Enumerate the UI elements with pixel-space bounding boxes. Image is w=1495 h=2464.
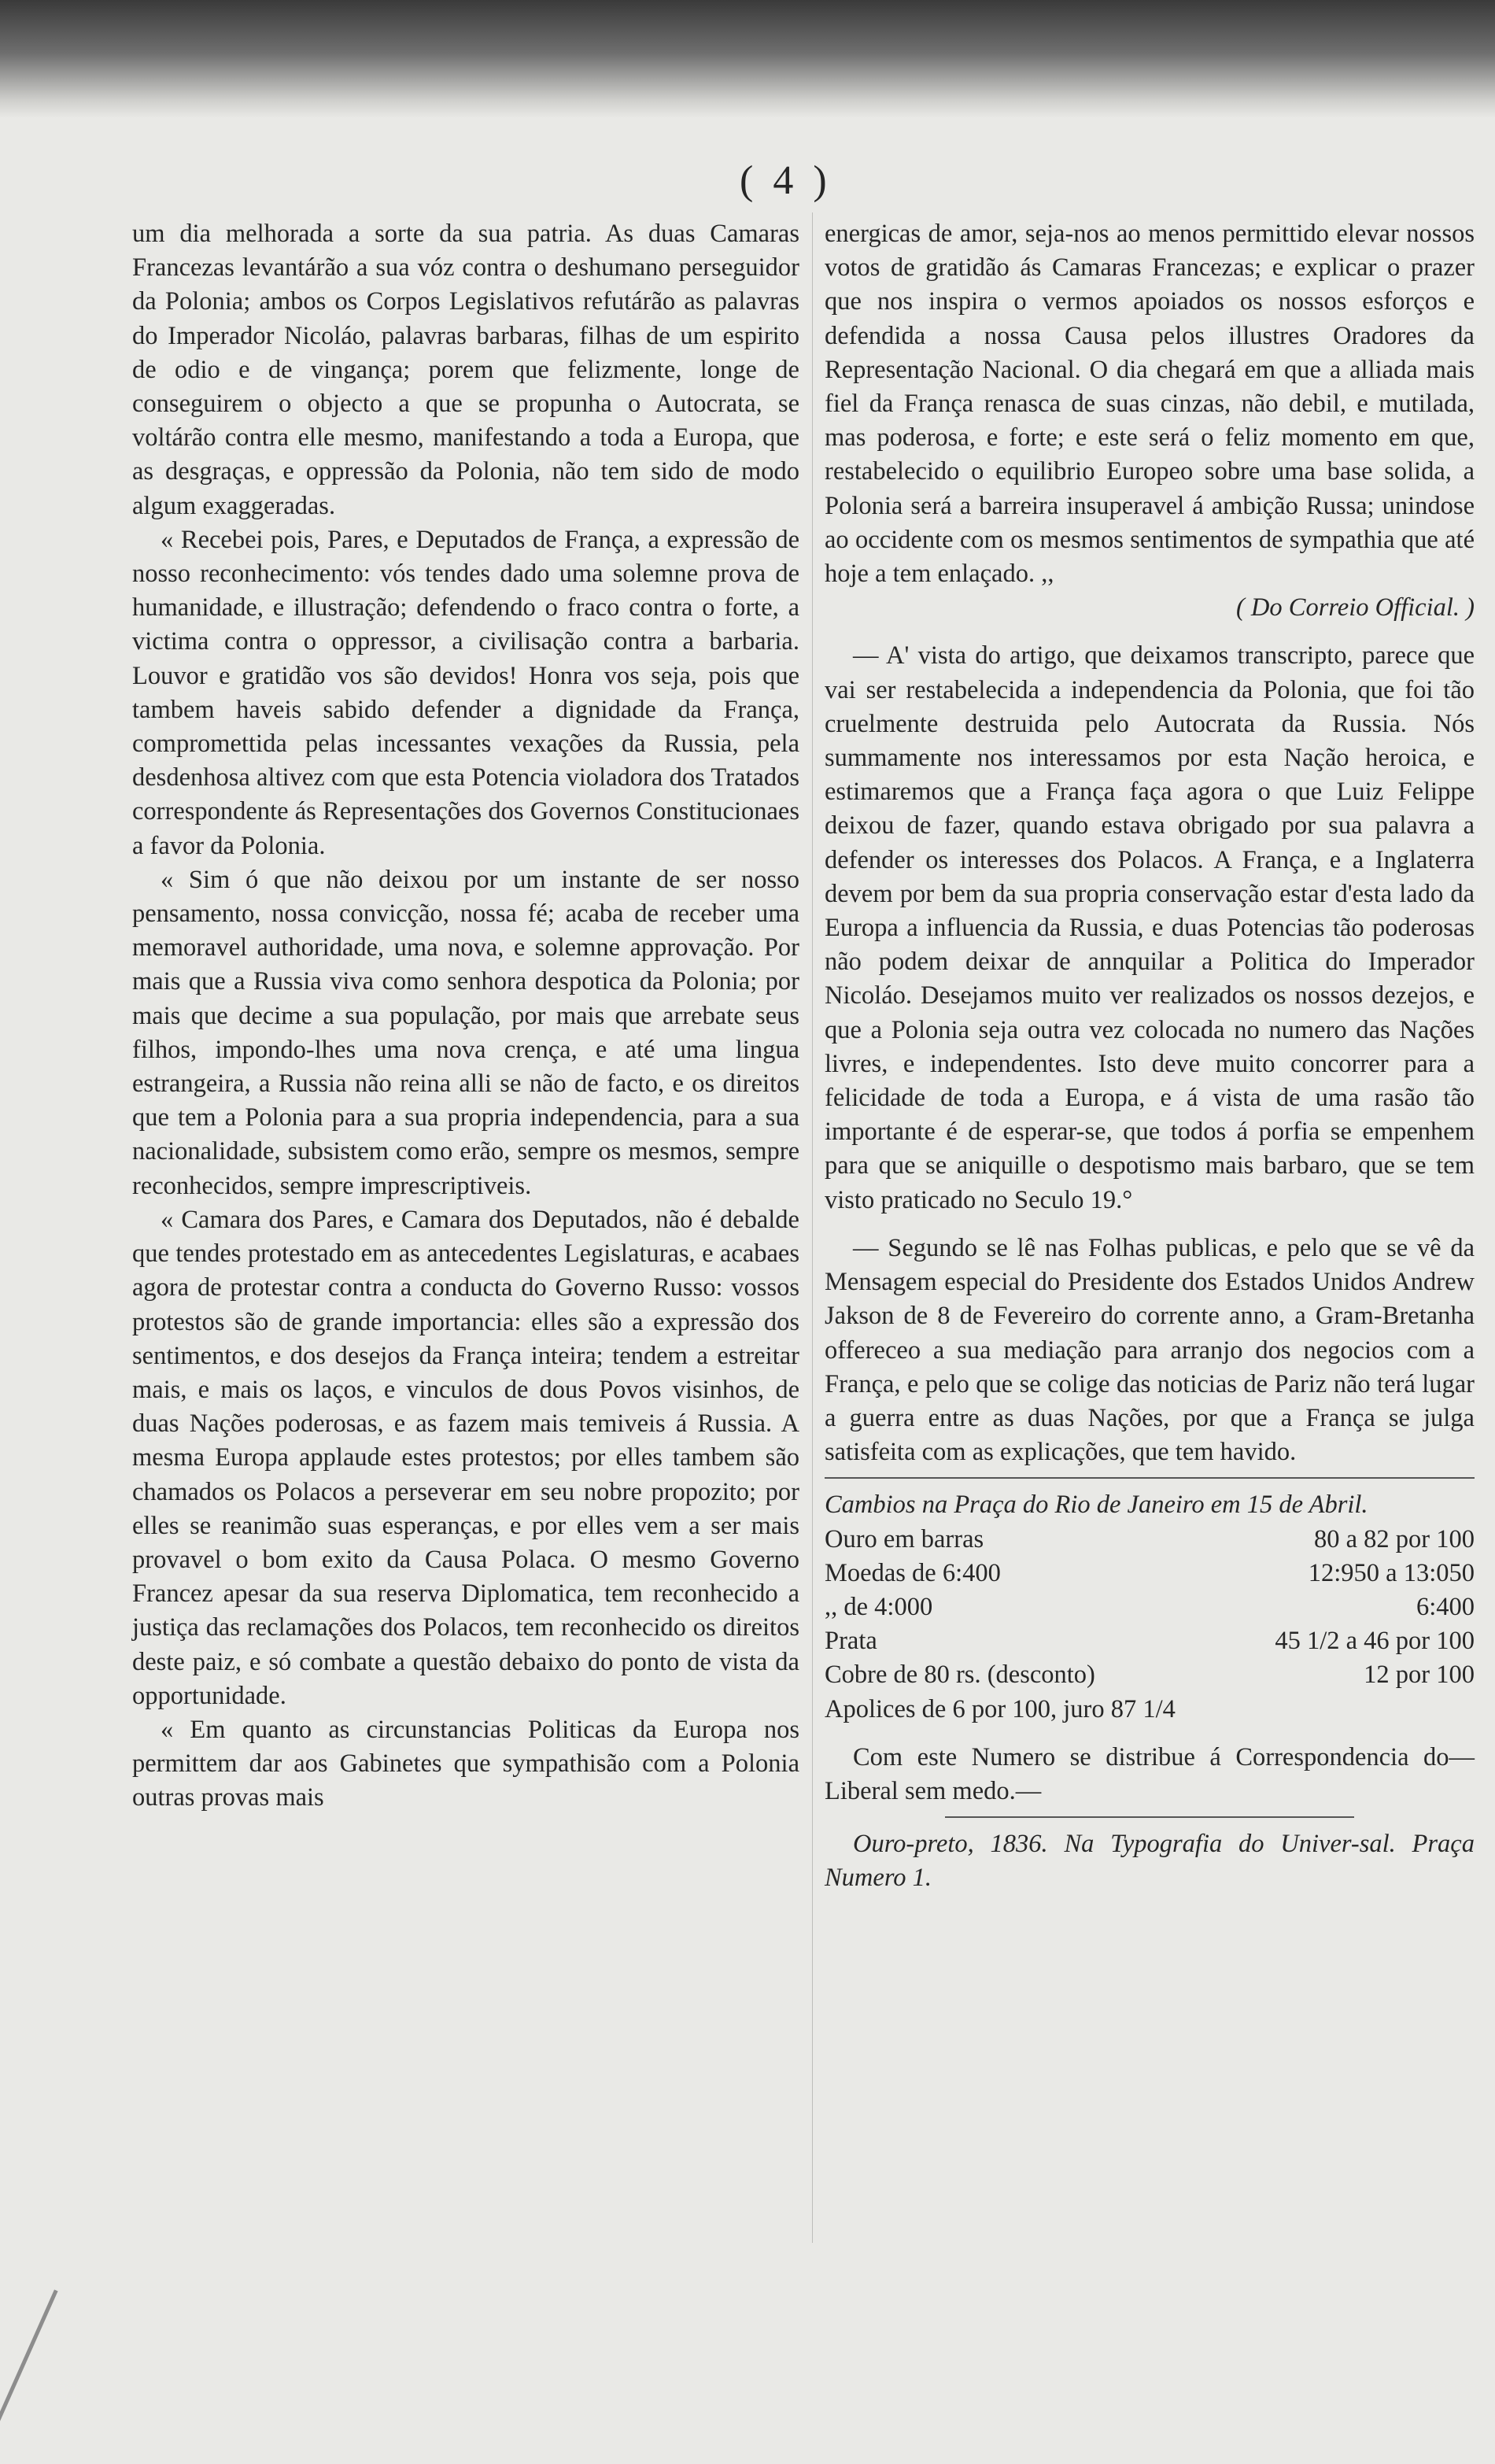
left-paragraph-3: « Sim ó que não deixou por um instante de ser nosso pensamento, nossa convicção, nossa fé; acaba de receber uma memoravel authoridade, uma nova, e solemne approvação. Por mais que a Russia viva como senhora despotica da Polonia; por mais que decime a sua população, por mais que arrebate seus filhos, impondo-lhes uma nova crença, e até uma lingua estrangeira, a Russia não reina alli se não de facto, e os direitos que tem a Polonia para a sua propria independencia, para a sua nacionalidade, subsistem como erão, sempre os mesmos, sempre reconhecidos, sempre imprescriptiveis. (132, 865, 799, 1200)
exchange-item: Prata (825, 1627, 877, 1656)
right-column (825, 217, 1475, 1896)
left-paragraph-2: « Recebei pois, Pares, e Deputados de França, a expressão de nosso reconhecimento: vós tendes dado uma solemne prova de humanidade, e illustração; defendendo o fraco contra o forte, a victima contra o oppressor, a civilisação contra a barbaria. Louvor e gratidão vos são devidos! Honra vos seja, pois que tambem haveis sabido defender a dignidade da França, compromettida pelas incessantes vexações da Russia, pela desdenhosa altivez com que esta Potencia violadora dos Tratados correspondente ás Representações dos Governos Constitucionaes a favor da Polonia. (132, 525, 799, 860)
section-rule (825, 1477, 1475, 1479)
column-rule (812, 212, 813, 2243)
imprint: Ouro-preto, 1836. Na Typografia do Univer-sal. Praça Numero 1. (825, 1830, 1475, 1893)
exchange-item: Apolices de 6 por 100, juro 87 1/4 (825, 1694, 1176, 1723)
source-credit: ( Do Correio Official. ) (1235, 593, 1475, 622)
exchange-table (825, 1523, 1475, 1727)
table-row (825, 1557, 1475, 1590)
table-row (825, 1590, 1475, 1624)
table-row (825, 1523, 1475, 1557)
left-paragraph-1: um dia melhorada a sorte da sua patria. As duas Camaras Francezas levantárão a sua vóz contra o deshumano perseguidor da Polonia; ambos os Corpos Legislativos refutárão as palavras do Imperador Nicoláo, palavras barbaras, filhas de um espirito de odio e de vingança; porem que felizmente, longe de conseguirem o objecto a que se propunha o Autocrata, se voltárão contra elle mesmo, manifestando a toda a Europa, que as desgraças, e oppressão da Polonia, não tem sido de modo algum exaggeradas. (132, 220, 799, 520)
exchange-value (1239, 1693, 1475, 1727)
exchange-value: 80 a 82 por 100 (1314, 1524, 1475, 1553)
table-row (825, 1658, 1475, 1692)
left-paragraph-5: « Em quanto as circunstancias Politicas da Europa nos permittem dar aos Gabinetes que sympathisão com a Polonia outras provas mais (132, 1715, 799, 1812)
left-column (132, 217, 799, 1816)
exchange-item: ,, de 4:000 (825, 1592, 933, 1621)
exchange-item: Moedas de 6:400 (825, 1558, 1001, 1587)
exchange-value: 12 por 100 (1364, 1661, 1475, 1690)
exchange-value: 45 1/2 a 46 por 100 (1275, 1627, 1475, 1656)
scan-top-shadow (0, 0, 1495, 118)
distribution-notice: Com este Numero se distribue á Correspondencia do—Liberal sem medo.— (825, 1742, 1475, 1805)
scan-scratch-mark (0, 2289, 58, 2463)
right-paragraph-3: — Segundo se lê nas Folhas publicas, e pelo que se vê da Mensagem especial do Presidente dos Estados Unidos Andrew Jakson de 8 de Fevereiro do corrente anno, a Gram-Bretanha offereceo a sua mediação para arranjo dos negocios com a França, e pelo que se colige das noticias de Pariz não terá lugar a guerra entre as duas Nações, por que a França se julga satisfeita com as explicações, que tem havido. (825, 1233, 1475, 1467)
exchange-item: Cobre de 80 rs. (desconto) (825, 1661, 1095, 1690)
exchange-item: Ouro em barras (825, 1524, 984, 1553)
exchange-value: 12:950 a 13:050 (1308, 1558, 1475, 1587)
exchange-value: 6:400 (1416, 1592, 1475, 1621)
exchange-title: Cambios na Praça do Rio de Janeiro em 15 de Abril. (825, 1491, 1368, 1520)
right-paragraph-2: — A' vista do artigo, que deixamos transcripto, parece que vai ser restabelecida a independencia da Polonia, que foi tão cruelmente destruida pelo Autocrata da Russia. Nós summamente nos interessamos por esta Nação heroica, e estimaremos que a França faça agora o que Luiz Felippe deixou de fazer, quando estava obrigado por sua palavra a defender os interesses dos Polacos. A França, e a Inglaterra devem por bem da sua propria conservação estar d'esta lado da Europa a influencia da Russia, e duas Potencias tão poderosas não podem deixar de annquilar a Politica do Imperador Nicoláo. Desejamos muito ver realizados os nossos dezejos, e que a Polonia seja outra vez colocada no numero das Nações livres, e independentes. Isto deve muito concorrer para a felicidade de toda a Europa, e á vista de uma rasão tão importante é de esperar-se, que todos á porfia se empenhem para que se aniquille o despotismo mais barbaro, que se tem visto praticado no Seculo 19.° (825, 641, 1475, 1214)
table-row (825, 1693, 1475, 1727)
left-paragraph-4: « Camara dos Pares, e Camara dos Deputados, não é debalde que tendes protestado em as antecedentes Legislaturas, e acabaes agora de protestar contra a conducta do Governo Russo: vossos protestos são de grande importancia: elles são a expressão dos sentimentos, e dos desejos da França inteira; tendem a estreitar mais, e mais os laços, e vinculos de dous Povos visinhos, de duas Nações poderosas, e as fazem mais temiveis á Russia. A mesma Europa applaude estes protestos; por elles tambem são chamados os Polacos a perseverar em seu nobre propozito; por elles se reanimão suas esperanças, e por elles vem a ser mais provavel o bom exito da Causa Polaca. O mesmo Governo Francez apesar da sua reserva Diplomatica, tem reconhecido a justiça das reclamações dos Polacos, tem reconhecido os direitos deste paiz, e só combate a questão debaixo do ponto de vista da opportunidade. (132, 1205, 799, 1710)
page-number: ( 4 ) (740, 158, 832, 203)
imprint-rule (945, 1816, 1354, 1818)
table-row (825, 1624, 1475, 1658)
right-continuation: energicas de amor, seja-nos ao menos permittido elevar nossos votos de gratidão ás Camaras Francezas; e explicar o prazer que nos inspira o vermos apoiados os nossos esforços e defendida a nossa Causa pelos illustres Oradores da Representação Nacional. O dia chegará em que a alliada mais fiel da França renasca de suas cinzas, não debil, e mutilada, mas poderosa, e forte; e este será o feliz momento em que, restabelecido o equilibrio Europeo sobre uma base solida, a Polonia será a barreira insuperavel á ambição Russa; unindose ao occidente com os mesmos sentimentos de sympathia que até hoje a tem enlaçado. ,, (825, 220, 1475, 589)
